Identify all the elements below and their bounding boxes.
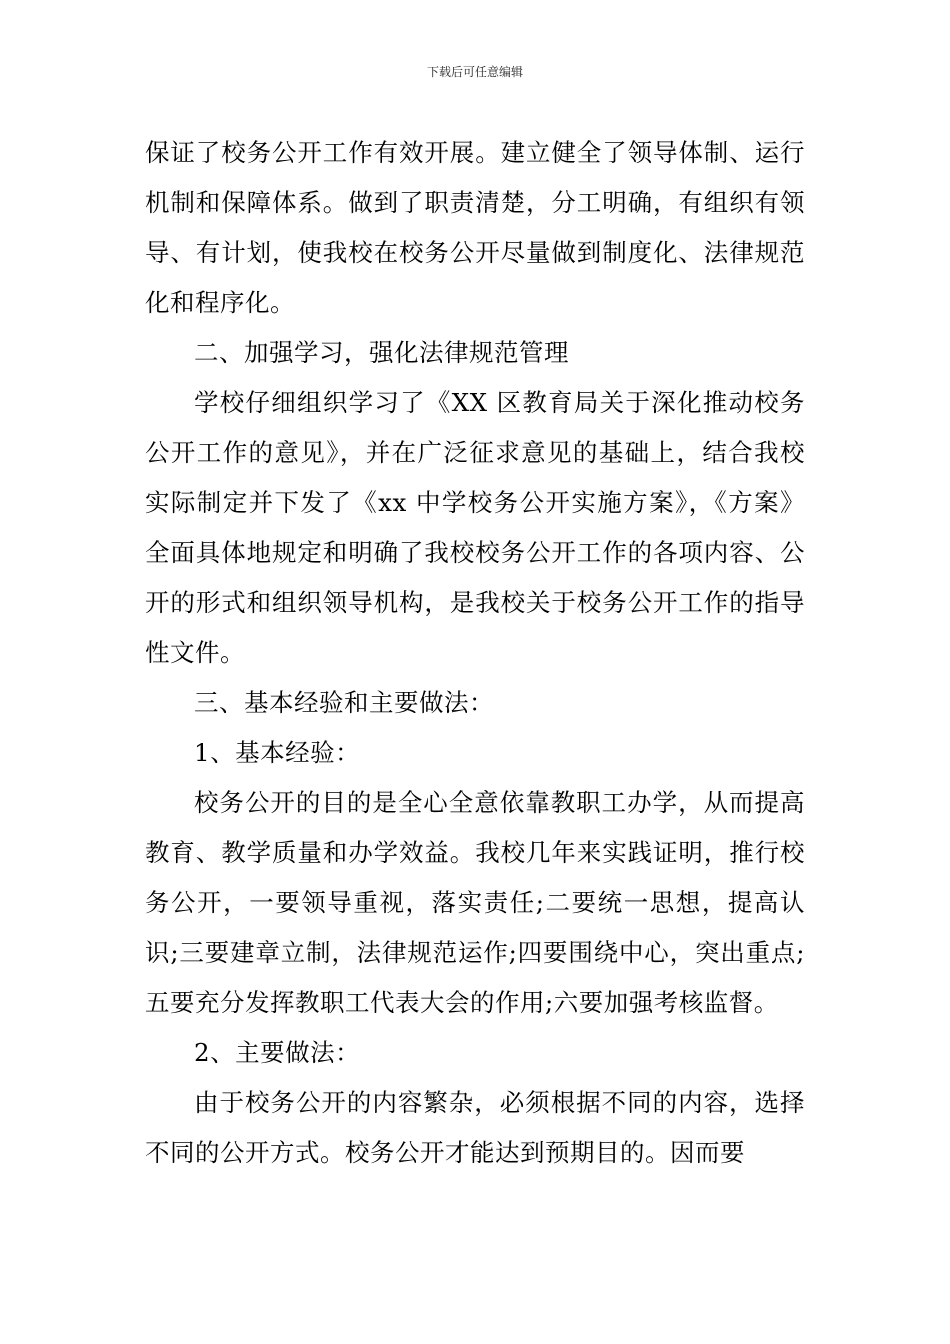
document-body	[145, 128, 805, 1178]
page-header: 下载后可任意编辑	[426, 65, 523, 79]
section-heading-2: 二、加强学习，强化法律规范管理	[194, 338, 569, 367]
paragraph-main-practices: 由于校务公开的内容繁杂，必须根据不同的内容，选择不同的公开方式。校务公开才能达到预期目的。因而要	[145, 1088, 805, 1167]
paragraph-study: 学校仔细组织学习了《XX 区教育局关于深化推动校务公开工作的意见》，并在广泛征求意见的基础上，结合我校实际制定并下发了《xx 中学校务公开实施方案》，《方案》全面具体地规定和明确了我校校务公开工作的各项内容、公开的形式和组织领导机构，是我校关于校务公开工作的指导性文件。	[145, 388, 805, 667]
subheading-basic-experience: 1、基本经验：	[194, 738, 361, 767]
section-heading-3: 三、基本经验和主要做法：	[194, 688, 494, 717]
subheading-main-practices: 2、主要做法：	[194, 1038, 361, 1067]
paragraph-basic-experience: 校务公开的目的是全心全意依靠教职工办学，从而提高教育、教学质量和办学效益。我校几年来实践证明，推行校务公开，一要领导重视，落实责任;二要统一思想，提高认识;三要建章立制，法律规范运作;四要围绕中心，突出重点;五要充分发挥教职工代表大会的作用;六要加强考核监督。	[145, 788, 805, 1017]
paragraph-continuation: 保证了校务公开工作有效开展。建立健全了领导体制、运行机制和保障体系。做到了职责清楚，分工明确，有组织有领导、有计划，使我校在校务公开尽量做到制度化、法律规范化和程序化。	[145, 138, 805, 317]
